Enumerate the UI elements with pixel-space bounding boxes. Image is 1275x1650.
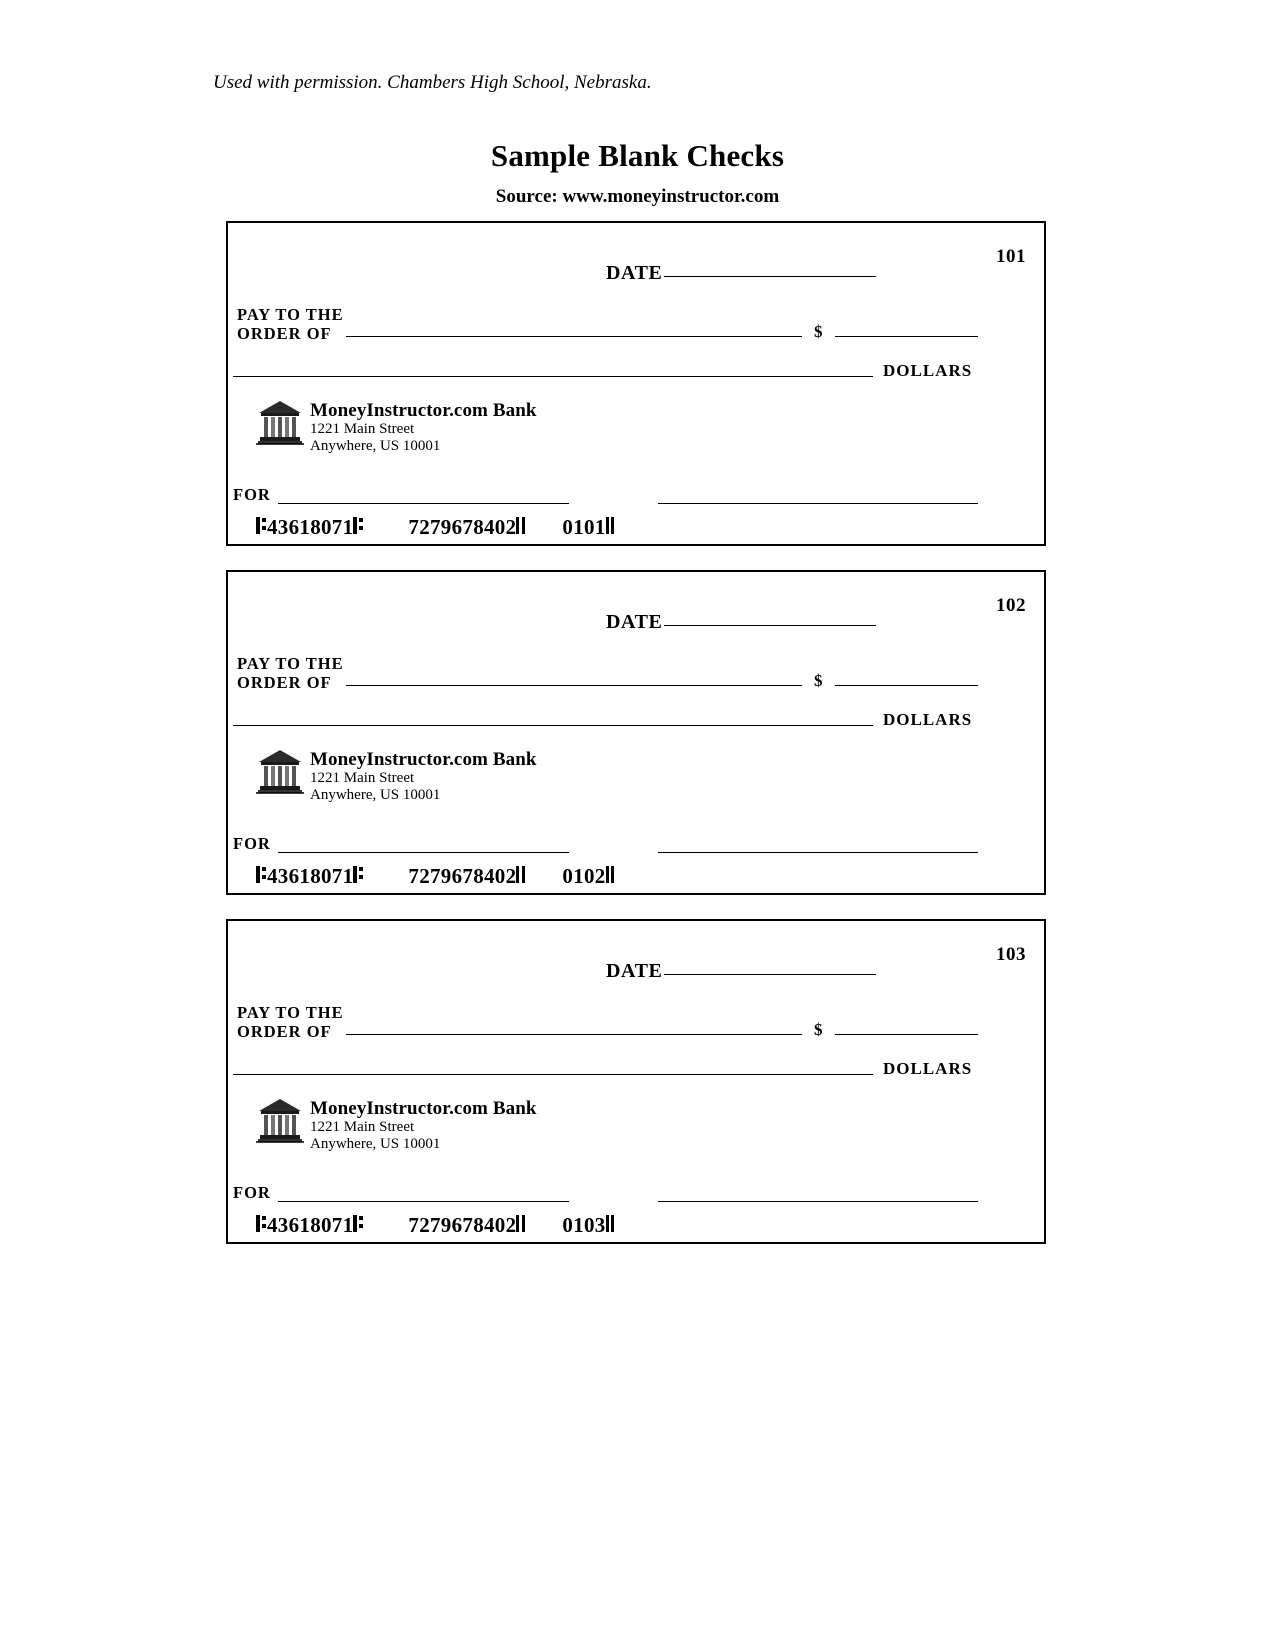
written-amount-rule[interactable]	[233, 725, 873, 726]
bank-address-line2: Anywhere, US 10001	[310, 787, 441, 803]
date-label: DATE	[606, 262, 663, 284]
page-source: Source: www.moneyinstructor.com	[495, 186, 780, 207]
bank-building-icon	[256, 1096, 304, 1146]
check-number: 102	[996, 595, 1026, 616]
micr-checknum-group	[562, 1213, 615, 1238]
micr-onus-symbol-icon	[516, 517, 526, 534]
written-amount-rule[interactable]	[233, 1074, 873, 1075]
order-of-label: ORDER OF	[237, 673, 332, 692]
bank-address-line2: Anywhere, US 10001	[310, 438, 441, 454]
check-number: 103	[996, 944, 1026, 965]
page-title: Sample Blank Checks	[490, 138, 785, 173]
micr-check-number: 0102	[562, 864, 606, 888]
dollars-label: DOLLARS	[883, 710, 973, 729]
pay-to-order-label	[237, 1003, 344, 1041]
date-field[interactable]	[606, 960, 876, 983]
signature-rule[interactable]	[658, 1201, 978, 1202]
check	[226, 221, 1046, 546]
dollar-sign-label: $	[814, 1020, 823, 1039]
pay-to-the-label: PAY TO THE	[237, 1003, 344, 1022]
micr-account-number: 7279678402	[408, 515, 517, 539]
bank-text	[310, 747, 537, 804]
micr-check-number: 0103	[562, 1213, 606, 1237]
micr-onus-symbol-icon	[606, 517, 616, 534]
permission-note: Used with permission. Chambers High School, Nebraska.	[213, 72, 652, 93]
bank-name: MoneyInstructor.com Bank	[310, 749, 537, 770]
bank-text	[310, 398, 537, 455]
micr-transit-symbol-icon	[353, 866, 364, 883]
for-label: FOR	[233, 485, 271, 504]
bank-text	[310, 1096, 537, 1153]
micr-account-group	[408, 864, 526, 889]
micr-transit-symbol-icon	[256, 866, 267, 883]
micr-onus-symbol-icon	[516, 866, 526, 883]
pay-to-the-label: PAY TO THE	[237, 305, 344, 324]
amount-input-rule[interactable]	[835, 1034, 978, 1035]
bank-building-icon	[256, 747, 304, 797]
bank-block	[256, 747, 537, 804]
bank-building-icon	[256, 398, 304, 448]
date-field[interactable]	[606, 611, 876, 634]
order-of-label: ORDER OF	[237, 324, 332, 343]
bank-address-line1: 1221 Main Street	[310, 421, 415, 437]
micr-account-group	[408, 515, 526, 540]
date-rule[interactable]	[664, 625, 876, 626]
check	[226, 919, 1046, 1244]
micr-account-number: 7279678402	[408, 1213, 517, 1237]
amount-input-rule[interactable]	[835, 336, 978, 337]
payee-input-rule[interactable]	[346, 336, 802, 337]
for-label: FOR	[233, 1183, 271, 1202]
micr-checknum-group	[562, 515, 615, 540]
dollar-sign-label: $	[814, 322, 823, 341]
micr-line	[256, 864, 616, 889]
written-amount-rule[interactable]	[233, 376, 873, 377]
micr-transit-symbol-icon	[353, 1215, 364, 1232]
micr-routing-group	[256, 864, 364, 889]
micr-routing-group	[256, 515, 364, 540]
bank-block	[256, 398, 537, 455]
micr-line	[256, 1213, 616, 1238]
payee-input-rule[interactable]	[346, 685, 802, 686]
micr-account-number: 7279678402	[408, 864, 517, 888]
memo-input-rule[interactable]	[278, 503, 569, 504]
check	[226, 570, 1046, 895]
check-number: 101	[996, 246, 1026, 267]
checks-container	[226, 221, 1048, 1268]
micr-onus-symbol-icon	[516, 1215, 526, 1232]
date-label: DATE	[606, 611, 663, 633]
date-rule[interactable]	[664, 974, 876, 975]
micr-account-group	[408, 1213, 526, 1238]
dollar-sign-label: $	[814, 671, 823, 690]
payee-input-rule[interactable]	[346, 1034, 802, 1035]
micr-transit-symbol-icon	[256, 517, 267, 534]
for-label: FOR	[233, 834, 271, 853]
bank-name: MoneyInstructor.com Bank	[310, 400, 537, 421]
bank-address-line1: 1221 Main Street	[310, 1119, 415, 1135]
micr-onus-symbol-icon	[606, 1215, 616, 1232]
date-rule[interactable]	[664, 276, 876, 277]
micr-check-number: 0101	[562, 515, 606, 539]
micr-routing-number: 43618071	[267, 515, 354, 539]
bank-block	[256, 1096, 537, 1153]
pay-to-order-label	[237, 654, 344, 692]
micr-onus-symbol-icon	[606, 866, 616, 883]
micr-routing-number: 43618071	[267, 864, 354, 888]
amount-input-rule[interactable]	[835, 685, 978, 686]
date-label: DATE	[606, 960, 663, 982]
micr-routing-number: 43618071	[267, 1213, 354, 1237]
date-field[interactable]	[606, 262, 876, 285]
micr-line	[256, 515, 616, 540]
signature-rule[interactable]	[658, 503, 978, 504]
dollars-label: DOLLARS	[883, 361, 973, 380]
micr-transit-symbol-icon	[353, 517, 364, 534]
dollars-label: DOLLARS	[883, 1059, 973, 1078]
pay-to-order-label	[237, 305, 344, 343]
memo-input-rule[interactable]	[278, 1201, 569, 1202]
micr-transit-symbol-icon	[256, 1215, 267, 1232]
bank-name: MoneyInstructor.com Bank	[310, 1098, 537, 1119]
bank-address-line1: 1221 Main Street	[310, 770, 415, 786]
order-of-label: ORDER OF	[237, 1022, 332, 1041]
pay-to-the-label: PAY TO THE	[237, 654, 344, 673]
bank-address-line2: Anywhere, US 10001	[310, 1136, 441, 1152]
micr-checknum-group	[562, 864, 615, 889]
micr-routing-group	[256, 1213, 364, 1238]
signature-rule[interactable]	[658, 852, 978, 853]
memo-input-rule[interactable]	[278, 852, 569, 853]
